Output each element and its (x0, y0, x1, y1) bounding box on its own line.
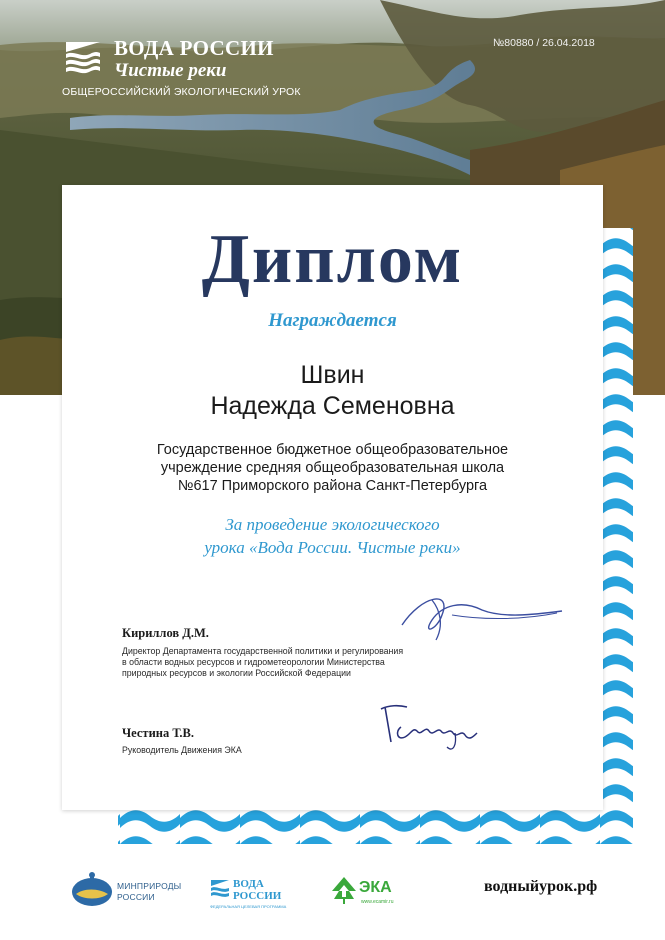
voda-line: РОССИИ (233, 890, 282, 902)
reason-line: За проведение экологического (225, 515, 440, 534)
eka-label: ЭКА (359, 879, 392, 896)
voda-line: ВОДА (233, 878, 264, 890)
recipient-name (62, 360, 603, 422)
position-line: в области водных ресурсов и гидрометеорологии Министерства (122, 657, 385, 667)
voda-rossii-small-label (233, 878, 281, 902)
voda-rossii-tagline: ФЕДЕРАЛЬНАЯ ЦЕЛЕВАЯ ПРОГРАММА (210, 904, 287, 909)
eka-leaf-icon (330, 875, 358, 905)
signatory-position (122, 646, 442, 679)
minprirody-line: МИНПРИРОДЫ (117, 881, 182, 891)
diploma-title: Диплом (201, 221, 464, 298)
logo-subtitle: Чистые реки (114, 60, 227, 81)
school-line: учреждение средняя общеобразовательная школа (160, 460, 505, 476)
signature-chestina (377, 697, 487, 757)
voda-rossii-small-logo-icon (209, 878, 231, 902)
position-line: Руководитель Движения ЭКА (122, 745, 242, 755)
minprirody-line: РОССИИ (117, 892, 155, 902)
signatory-name: Кириллов Д.М. (122, 626, 209, 640)
eka-url: www.ecamir.ru (361, 899, 394, 905)
recipient-surname: Швин (300, 361, 365, 389)
recipient-given-names: Надежда Семеновна (210, 392, 455, 420)
website-link[interactable]: водныйурок.рф (484, 878, 598, 895)
school-name (62, 441, 603, 495)
logo-caption: ОБЩЕРОССИЙСКИЙ ЭКОЛОГИЧЕСКИЙ УРОК (62, 86, 301, 98)
signatory-name: Честина Т.В. (122, 726, 195, 740)
school-line: №617 Приморского района Санкт-Петербурга (177, 478, 488, 494)
reason-line: урока «Вода России. Чистые реки» (204, 538, 461, 557)
document-number: №80880 / 26.04.2018 (493, 37, 595, 49)
awarded-label: Награждается (268, 310, 397, 331)
position-line: Директор Департамента государственной политики и регулирования (122, 646, 404, 656)
minprirody-emblem-icon (70, 870, 115, 910)
logo-title: ВОДА РОССИИ (114, 36, 274, 60)
minprirody-label (117, 881, 181, 903)
school-line: Государственное бюджетное общеобразовательное (156, 442, 509, 458)
signature-kirillov (392, 585, 567, 645)
position-line: природных ресурсов и экологии Российской Федерации (122, 668, 351, 678)
diploma-card (62, 185, 603, 810)
award-reason (62, 513, 603, 559)
